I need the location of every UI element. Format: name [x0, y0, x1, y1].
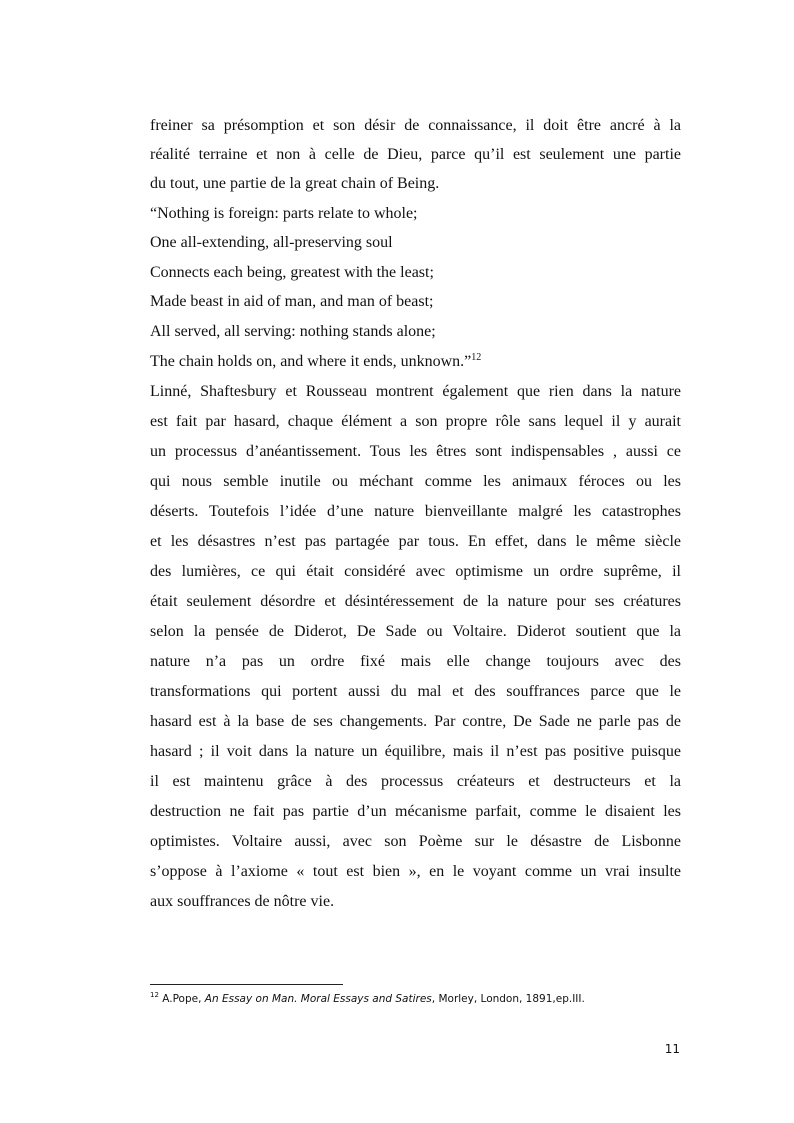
body-line: il est maintenu grâce à des processus créateurs et destructeurs et la — [150, 773, 681, 790]
body-line: qui nous semble inutile ou méchant comme les animaux féroces ou les — [150, 473, 681, 490]
body-line: hasard ; il voit dans la nature un équilibre, mais il n’est pas positive puisque — [150, 743, 681, 760]
body-line: des lumières, ce qui était considéré avec optimisme un ordre suprême, il — [150, 563, 681, 580]
body-line: était seulement désordre et désintéressement de la nature pour ses créatures — [150, 593, 681, 610]
quote-line: All served, all serving: nothing stands alone; — [150, 323, 436, 340]
body-line: destruction ne fait pas partie d’un mécanisme parfait, comme le disaient les — [150, 803, 681, 820]
body-line: est fait par hasard, chaque élément a son propre rôle sans lequel il y aurait — [150, 413, 681, 430]
quote-line: “Nothing is foreign: parts relate to whole; — [150, 205, 418, 222]
body-line: et les désastres n’est pas partagée par tous. En effet, dans le même siècle — [150, 533, 681, 550]
footnote — [150, 992, 690, 1006]
body-line: optimistes. Voltaire aussi, avec son Poème sur le désastre de Lisbonne — [150, 833, 681, 850]
quote-line: One all-extending, all-preserving soul — [150, 234, 393, 251]
footnote-number: 12 — [150, 991, 159, 999]
body-line: déserts. Toutefois l’idée d’une nature bienveillante malgré les catastrophes — [150, 503, 681, 520]
body-line: hasard est à la base de ses changements. Par contre, De Sade ne parle pas de — [150, 713, 681, 730]
body-line: transformations qui portent aussi du mal et des souffrances parce que le — [150, 683, 681, 700]
body-line: Linné, Shaftesbury et Rousseau montrent également que rien dans la nature — [150, 383, 681, 400]
quote-line — [150, 352, 681, 372]
footnote-author: A.Pope, — [162, 993, 202, 1005]
body-line: du tout, une partie de la great chain of Being. — [150, 175, 440, 192]
body-line: réalité terraine et non à celle de Dieu, parce qu’il est seulement une partie — [150, 146, 681, 163]
body-line: selon la pensée de Diderot, De Sade ou Voltaire. Diderot soutient que la — [150, 623, 681, 640]
footnote-separator — [150, 984, 343, 985]
body-line: un processus d’anéantissement. Tous les êtres sont indispensables , aussi ce — [150, 443, 681, 460]
page-number: 11 — [664, 1042, 680, 1056]
footnote-details: , Morley, London, 1891,ep.III. — [431, 993, 585, 1005]
quote-last-text: The chain holds on, and where it ends, unknown.” — [150, 353, 472, 370]
body-line: s’oppose à l’axiome « tout est bien », en le voyant comme un vrai insulte — [150, 863, 681, 880]
quote-line: Connects each being, greatest with the least; — [150, 264, 434, 281]
body-line: nature n’a pas un ordre fixé mais elle change toujours avec des — [150, 653, 681, 670]
body-line: aux souffrances de nôtre vie. — [150, 893, 335, 910]
quote-line: Made beast in aid of man, and man of beast; — [150, 293, 434, 310]
footnote-reference: 12 — [471, 352, 482, 363]
body-line: freiner sa présomption et son désir de connaissance, il doit être ancré à la — [150, 117, 681, 134]
footnote-title: An Essay on Man. Moral Essays and Satires — [204, 993, 432, 1005]
